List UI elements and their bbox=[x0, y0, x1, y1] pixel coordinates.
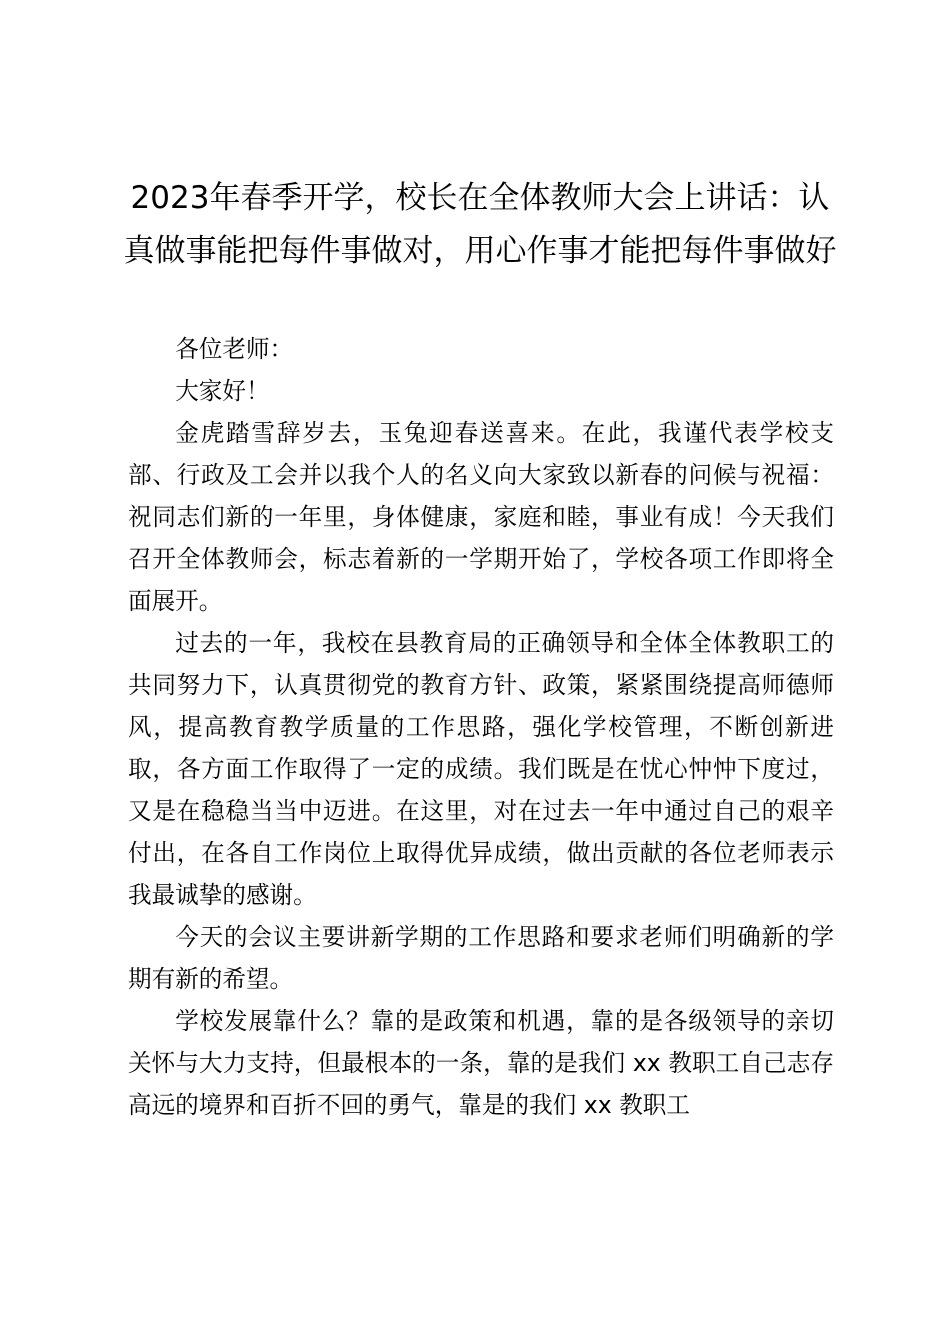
greeting: 大家好！ bbox=[175, 377, 270, 405]
document-body bbox=[128, 328, 834, 1126]
body-paragraph: 过去的一年，我校在县教育局的正确领导和全体全体教职工的共同努力下，认真贯彻党的教育方针、政策，紧紧围绕提高师德师风，提高教育教学质量的工作思路，强化学校管理，不断创新进取，各方面工作取得了一定的成绩。我们既是在忧心忡忡下度过，又是在稳稳当当中迈进。在这里，对在过去一年中通过自己的艰辛付出，在各自工作岗位上取得优异成绩，做出贡献的各位老师表示我最诚挚的感谢。 bbox=[128, 629, 834, 909]
salutation: 各位老师： bbox=[175, 335, 294, 363]
body-paragraph: 今天的会议主要讲新学期的工作思路和要求老师们明确新的学期有新的希望。 bbox=[128, 923, 834, 993]
body-paragraph: 金虎踏雪辞岁去，玉兔迎春送喜来。在此，我谨代表学校支部、行政及工会并以我个人的名义向大家致以新春的问候与祝福：祝同志们新的一年里，身体健康，家庭和睦，事业有成！今天我们召开全体教师会，标志着新的一学期开始了，学校各项工作即将全面展开。 bbox=[128, 419, 834, 615]
document-title: 2023年春季开学，校长在全体教师大会上讲话：认真做事能把每件事做对，用心作事才能把每件事做好 bbox=[123, 180, 837, 269]
body-paragraph: 学校发展靠什么？靠的是政策和机遇，靠的是各级领导的亲切关怀与大力支持，但最根本的一条，靠的是我们 xx 教职工自己志存高远的境界和百折不回的勇气，靠是的我们 xx 教职工 bbox=[128, 1007, 834, 1119]
